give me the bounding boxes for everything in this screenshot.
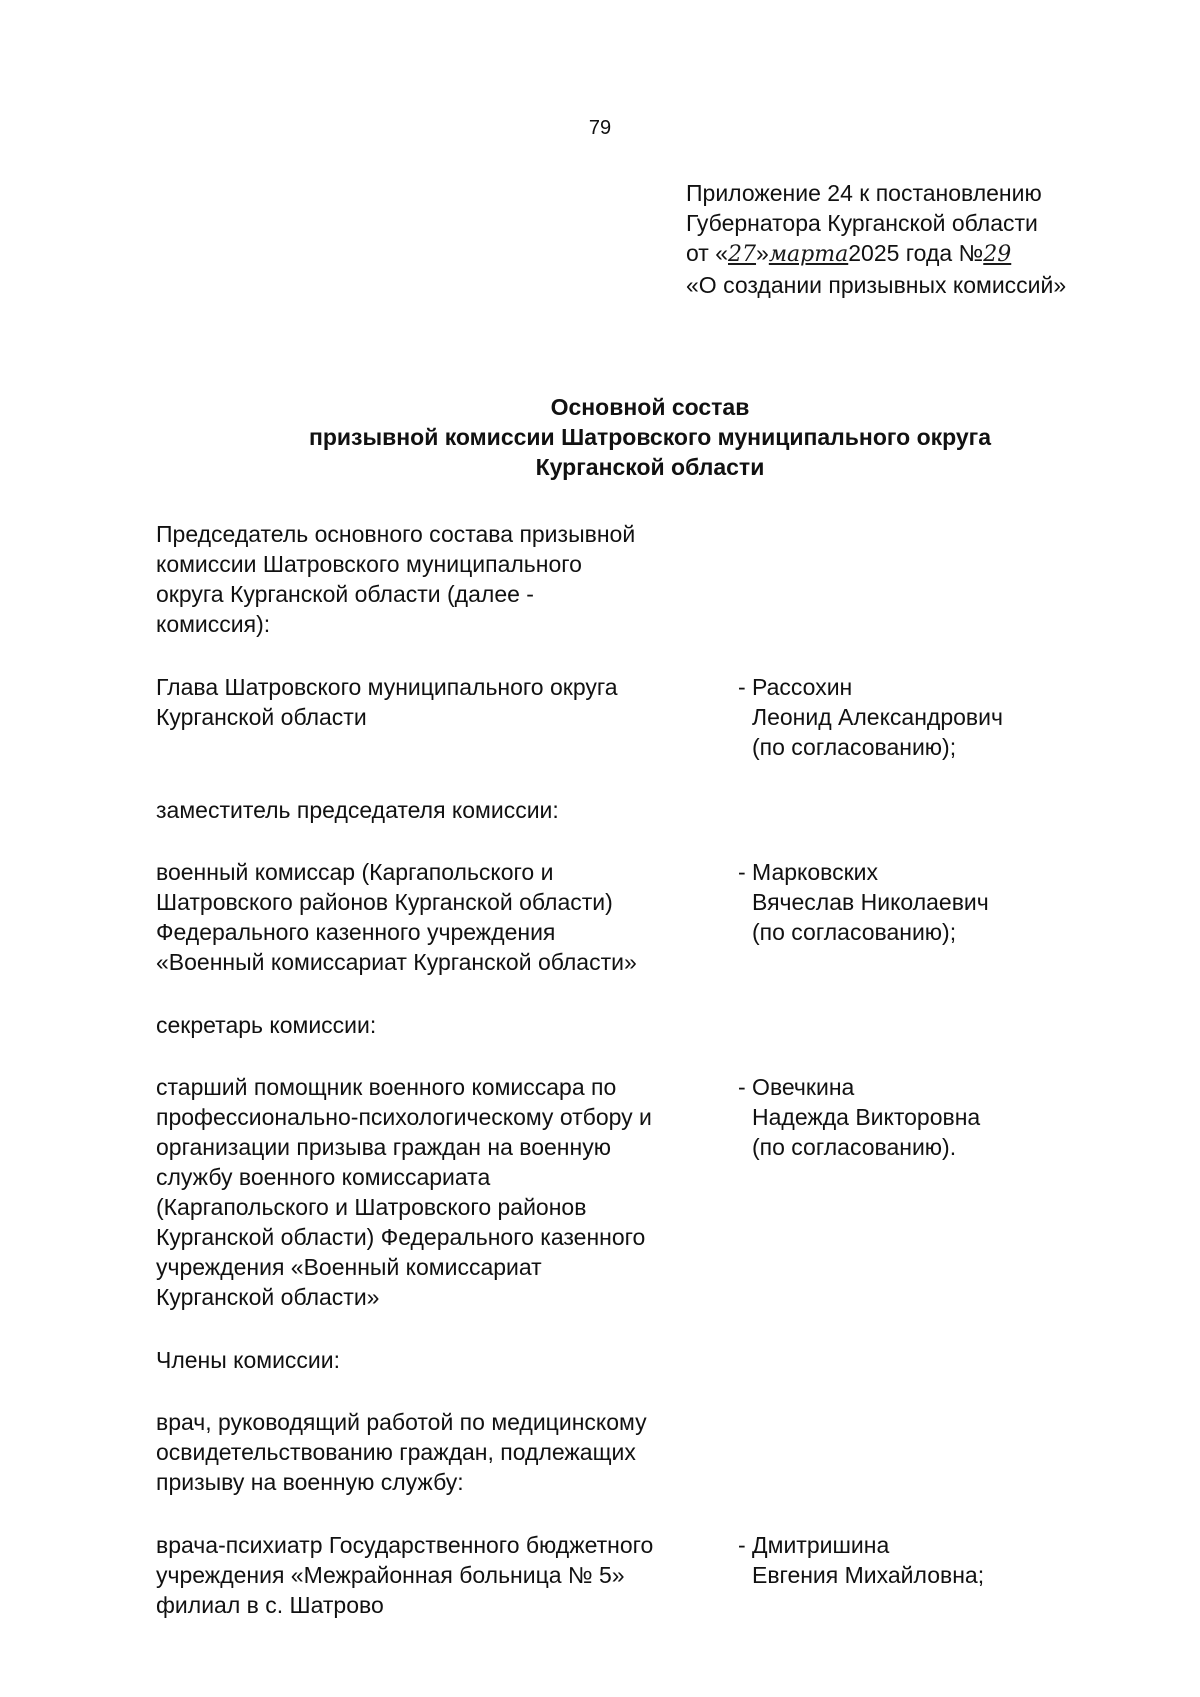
doctor-role-line: врача-психиатр Государственного бюджетного (156, 1532, 654, 1558)
secretary-role-line: Курганской области) Федерального казенного (156, 1224, 646, 1250)
deputy-role (156, 857, 736, 977)
secretary-role (156, 1072, 736, 1312)
chair-heading-line: комиссия): (156, 611, 271, 637)
chair-heading-line: Председатель основного состава призывной (156, 521, 636, 547)
deputy-person (738, 857, 1058, 947)
appendix-line-3 (686, 238, 1166, 270)
doctor-heading-line: врач, руководящий работой по медицинскому (156, 1409, 647, 1435)
secretary-role-line: службу военного комиссариата (156, 1164, 491, 1190)
doctor-person (738, 1530, 1058, 1590)
appendix-line-2: Губернатора Курганской области (686, 210, 1038, 236)
chair-role-line: Глава Шатровского муниципального округа (156, 674, 618, 700)
appendix-date-mid: » (756, 240, 769, 266)
handwritten-day: 27 (728, 242, 757, 267)
deputy-heading-line: заместитель председателя комиссии: (156, 797, 559, 823)
appendix-line-1: Приложение 24 к постановлению (686, 180, 1042, 206)
doctor-heading-line: призыву на военную службу: (156, 1469, 464, 1495)
handwritten-number: 29 (983, 242, 1012, 267)
secretary-role-line: (Каргапольского и Шатровского районов (156, 1194, 587, 1220)
secretary-role-line: Курганской области» (156, 1284, 380, 1310)
appendix-year: 2025 года № (848, 240, 984, 266)
deputy-role-line: военный комиссар (Каргапольского и (156, 859, 554, 885)
secretary-person (738, 1072, 1058, 1162)
chair-heading-line: округа Курганской области (далее - (156, 581, 534, 607)
doctor-name: Евгения Михайловна; (752, 1562, 985, 1588)
chair-person (738, 672, 1058, 762)
secretary-role-line: организации призыва граждан на военную (156, 1134, 611, 1160)
chair-note: (по согласованию); (752, 734, 957, 760)
deputy-note: (по согласованию); (752, 919, 957, 945)
chair-heading-line: комиссии Шатровского муниципального (156, 551, 582, 577)
appendix-block (686, 178, 1166, 300)
doctor-role-line: учреждения «Межрайонная больница № 5» (156, 1562, 625, 1588)
secretary-name: Надежда Викторовна (752, 1104, 981, 1130)
secretary-heading-line: секретарь комиссии: (156, 1012, 377, 1038)
chair-name: Леонид Александрович (752, 704, 1003, 730)
doctor-role-line: филиал в с. Шатрово (156, 1592, 384, 1618)
document-title (0, 392, 1200, 482)
secretary-note: (по согласованию). (752, 1134, 957, 1160)
appendix-line-4: «О создании призывных комиссий» (686, 272, 1067, 298)
secretary-surname: - Овечкина (738, 1074, 855, 1100)
deputy-surname: - Марковских (738, 859, 879, 885)
appendix-date-prefix: от « (686, 240, 729, 266)
title-line-3: Курганской области (535, 454, 765, 480)
deputy-role-line: «Военный комиссариат Курганской области» (156, 949, 637, 975)
deputy-name: Вячеслав Николаевич (752, 889, 989, 915)
title-line-2: призывной комиссии Шатровского муниципального округа (308, 424, 992, 450)
chair-role-line: Курганской области (156, 704, 367, 730)
members-heading-line: Члены комиссии: (156, 1347, 341, 1373)
doctor-surname: - Дмитришина (738, 1532, 890, 1558)
chair-role (156, 672, 736, 732)
page-number: 79 (588, 117, 612, 139)
secretary-role-line: профессионально-психологическому отбору и (156, 1104, 652, 1130)
handwritten-month: марта (768, 242, 849, 267)
secretary-role-line: старший помощник военного комиссара по (156, 1074, 617, 1100)
secretary-role-line: учреждения «Военный комиссариат (156, 1254, 542, 1280)
chair-surname: - Рассохин (738, 674, 853, 700)
doctor-role (156, 1530, 736, 1620)
doctor-heading-line: освидетельствованию граждан, подлежащих (156, 1439, 636, 1465)
deputy-role-line: Шатровского районов Курганской области) (156, 889, 613, 915)
deputy-role-line: Федерального казенного учреждения (156, 919, 556, 945)
title-line-1: Основной состав (550, 394, 750, 420)
